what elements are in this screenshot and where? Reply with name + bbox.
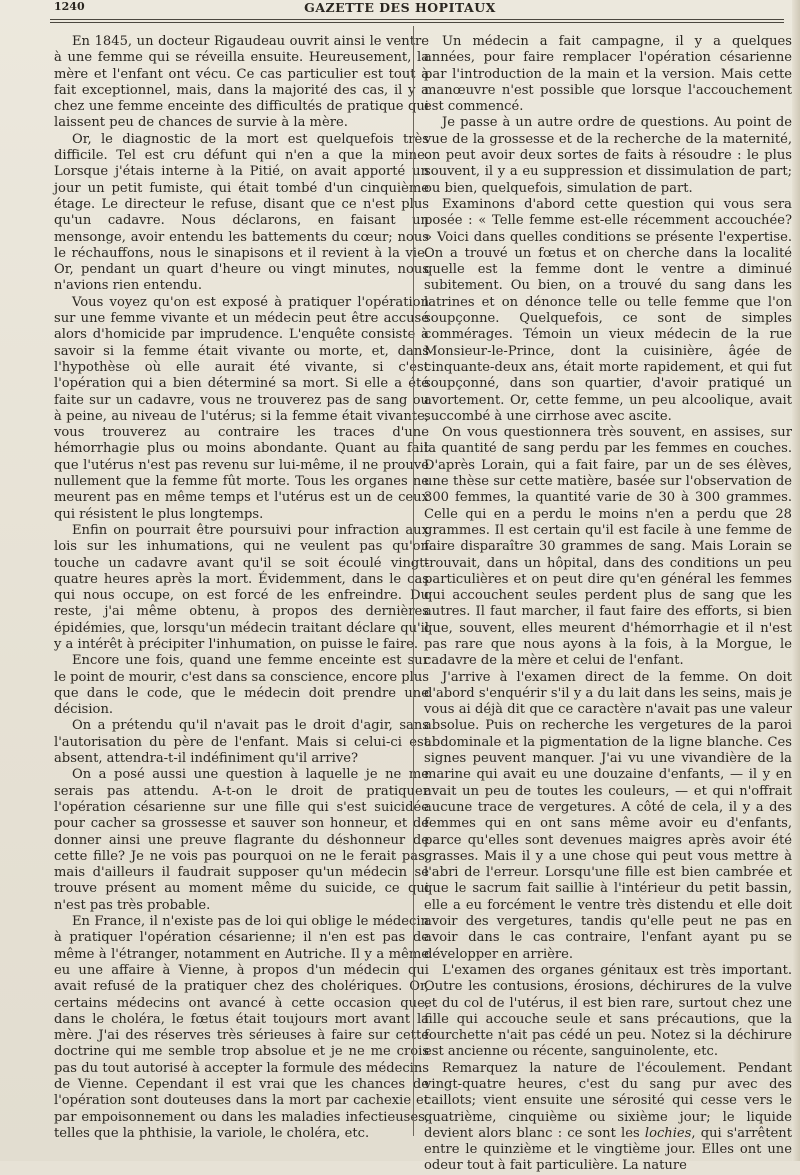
paragraph: Vous voyez qu'on est exposé à pratiquer l'opération sur une femme vivante et un médecin peut être accusé alors d'homicide par imprudence. L'enquête consiste à savoir si la femme était vivante ou morte, et, dans l'hypothèse où elle aurait été vivante, si c'est l'opération qui a bien déterminé sa mort. Si elle a été faite sur un cadavre, vous ne trouverez pas de sang ou à peine, au niveau de l'utérus; si la femme était vivante, vous trouverez au contraire les traces d'une hémorrhagie plus ou moins abondante. Quant au fait que l'utérus n'est pas revenu sur lui-même, il ne prouve nullement que la femme fût morte. Tous les organes ne meurent pas en même temps et l'utérus est un de ceux qui résistent le plus longtemps. <box>54 294 429 522</box>
paragraph: On a prétendu qu'il n'avait pas le droit d'agir, sans l'autorisation du père de l'enfant. Mais si celui-ci est absent, attendra-t-il indéfiniment qu'il arrive? <box>54 718 429 767</box>
running-title: GAZETTE DES HOPITAUX <box>304 0 496 15</box>
paragraph: Encore une fois, quand une femme enceinte est sur le point de mourir, c'est dans sa conscience, encore plus que dans le code, que le médecin doit prendre une décision. <box>54 653 429 718</box>
paragraph: On vous questionnera très souvent, en assises, sur la quantité de sang perdu par les femmes en couches. D'après Lorain, qui a fait faire, par un de ses élèves, une thèse sur cette matière, basée sur l'observation de 300 femmes, la quantité varie de 30 à 300 grammes. Celle qui en a perdu le moins n'en a perdu que 28 grammes. Il est certain qu'il est facile à une femme de faire disparaître 30 grammes de sang. Mais Lorain se trouvait, dans un hôpital, dans des conditions un peu particulières et on peut dire qu'en général les femmes qui accouchent seules perdent plus de sang que les autres. Il faut marcher, il faut faire des efforts, si bien que, souvent, elles meurent d'hémorrhagie et il n'est pas rare que nous ayons à la fois, à la Morgue, le cadavre de la mère et celui de l'enfant. <box>424 425 792 669</box>
paragraph: En 1845, un docteur Rigaudeau ouvrit ainsi le ventre à une femme qui se réveilla ensuite. Heureusement, la mère et l'enfant ont vécu. Ce cas particulier est tout à fait exceptionnel, mais, dans la majorité des cas, il y a chez une femme enceinte des difficultés de pratique qui laissent peu de chances de survie à la mère. <box>54 34 429 131</box>
paragraph: Un médecin a fait campagne, il y a quelques années, pour faire remplacer l'opération césarienne par l'introduction de la main et la version. Mais cette manœuvre n'est possible que lorsque l'accouchement est commencé. <box>424 34 792 115</box>
paragraph: En France, il n'existe pas de loi qui oblige le médecin à pratiquer l'opération césarienne; il n'en est pas de même à l'étranger, notamment en Autriche. Il y a même eu une affaire à Vienne, à propos d'un médecin qui avait refusé de la pratiquer chez des cholériques. Or, certains médecins ont avancé à cette occasion que, dans le choléra, le fœtus était toujours mort avant la mère. J'ai des réserves très sérieuses à faire sur cette doctrine qui me semble trop absolue et je ne me crois pas du tout autorisé à accepter la formule des médecins de Vienne. Cependant il est vrai que les chances de l'opération sont douteuses dans la mort par cachexie et par empoisonnement ou dans les maladies infectieuses, telles que la phthisie, la variole, le choléra, etc. <box>54 914 429 1141</box>
italic-term: lochies <box>644 1125 692 1141</box>
paragraph: Je passe à un autre ordre de questions. Au point de vue de la grossesse et de la recherche de la maternité, on peut avoir deux sortes de faits à résoudre : le plus souvent, il y a eu suppression et dissimulation de part; ou bien, quelquefois, simulation de part. <box>424 115 792 196</box>
header-rule-secondary <box>50 22 784 23</box>
paragraph: On a posé aussi une question à laquelle je ne me serais pas attendu. A-t-on le droit de pratiquer l'opération césarienne sur une fille qui s'est suicidée pour cacher sa grossesse et sauver son honneur, et de donner ainsi une preuve flagrante du déshonneur de cette fille? Je ne vois pas pourquoi on ne le ferait pas, mais d'ailleurs il faudrait supposer qu'un médecin se trouve présent au moment même du suicide, ce qui n'est pas très probable. <box>54 767 429 913</box>
page-header <box>0 0 800 22</box>
paragraph: Remarquez la nature de l'écoulement. Pendant vingt-quatre heures, c'est du sang pur avec des caillots; vient ensuite une sérosité qui cesse vers le quatrième, cinquième ou sixième jour; le liquide devient alors blanc : ce sont les lochies, qui s'arrêtent entre le quinzième et le vingtième jour. Elles ont une odeur tout à fait particulière. La nature <box>424 1060 792 1174</box>
right-column <box>424 34 792 1175</box>
page-edge <box>792 0 800 1161</box>
header-rule <box>50 19 784 20</box>
paragraph: Enfin on pourrait être poursuivi pour infraction aux lois sur les inhumations, qui ne veulent pas qu'on touche un cadavre avant qu'il se soit écoulé vingt-quatre heures après la mort. Évidemment, dans le cas qui nous occupe, on est forcé de les enfreindre. Du reste, j'ai même obtenu, à propos des dernières épidémies, que, lorsqu'un médecin traitant déclare qu'il y a intérêt à précipiter l'inhumation, on puisse le faire. <box>54 522 429 652</box>
column-divider <box>413 26 414 1136</box>
paragraph: L'examen des organes génitaux est très important. Outre les contusions, érosions, déchirures de la vulve et du col de l'utérus, il est bien rare, surtout chez une fille qui accouche seule et sans précautions, que la fourchette n'ait pas cédé un peu. Notez si la déchirure est ancienne ou récente, sanguinolente, etc. <box>424 962 792 1060</box>
paragraph: Or, le diagnostic de la mort est quelquefois très difficile. Tel est cru défunt qui n'en a que la mine. Lorsque j'étais interne à la Pitié, on avait apporté un jour un petit fumiste, qui était tombé d'un cinquième étage. Le directeur le refuse, disant que ce n'est plus qu'un cadavre. Nous déclarons, en faisant un mensonge, avoir entendu les battements du cœur; nous le réchauffons, nous le sinapisons et il revient à la vie. Or, pendant un quart d'heure ou vingt minutes, nous n'avions rien entendu. <box>54 131 429 294</box>
paragraph: Examinons d'abord cette question qui vous sera posée : « Telle femme est-elle récemment accouchée? » Voici dans quelles conditions se présente l'expertise. On a trouvé un fœtus et on cherche dans la localité quelle est la femme dont le ventre a diminué subitement. Ou bien, on a trouvé du sang dans les latrines et on dénonce telle ou telle femme que l'on soupçonne. Quelquefois, ce sont de simples commérages. Témoin un vieux médecin de la rue Monsieur-le-Prince, dont la cuisinière, âgée de cinquante-deux ans, était morte rapidement, et qui fut soupçonné, dans son quartier, d'avoir pratiqué un avortement. Or, cette femme, un peu alcoolique, avait succombé à une cirrhose avec ascite. <box>424 196 792 424</box>
paragraph: J'arrive à l'examen direct de la femme. On doit d'abord s'enquérir s'il y a du lait dans les seins, mais je vous ai déjà dit que ce caractère n'avait pas une valeur absolue. Puis on recherche les vergetures de la paroi abdominale et la pigmentation de la ligne blanche. Ces signes peuvent manquer. J'ai vu une vivandière de la marine qui avait eu une douzaine d'enfants, — il y en avait un peu de toutes les couleurs, — et qui n'offrait aucune trace de vergetures. A côté de cela, il y a des femmes qui en ont sans même avoir eu d'enfants, parce qu'elles sont devenues maigres après avoir été grasses. Mais il y a une chose qui peut vous mettre à l'abri de l'erreur. Lorsqu'une fille est bien cambrée et que le sacrum fait saillie à l'intérieur du petit bassin, elle a eu forcément le ventre très distendu et elle doit avoir des vergetures, tandis qu'elle peut ne pas en avoir dans le cas contraire, l'enfant ayant pu se développer en arrière. <box>424 669 792 962</box>
left-column <box>54 34 429 1142</box>
page-number: 1240 <box>54 0 85 13</box>
